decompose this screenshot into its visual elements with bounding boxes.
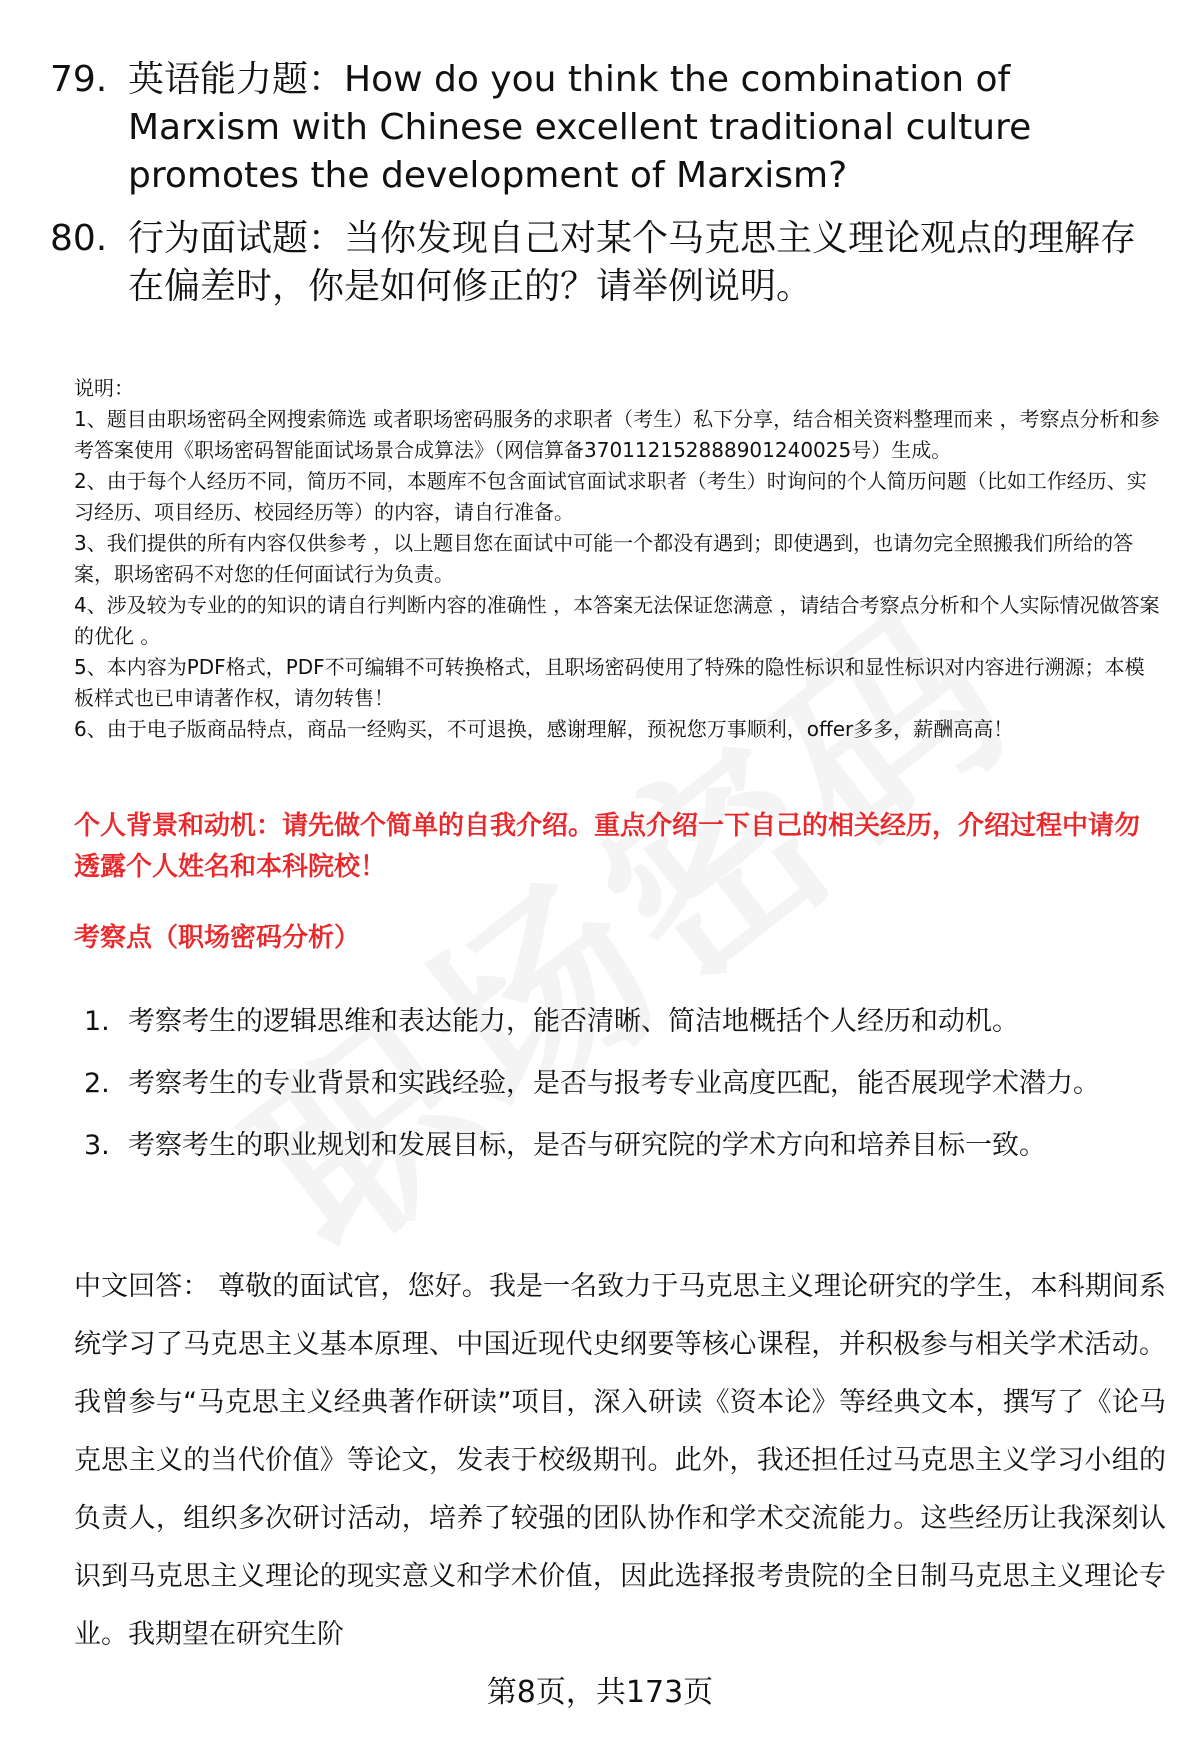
list-item-number: 2. xyxy=(84,1068,110,1099)
analysis-points-list xyxy=(84,993,1164,1179)
question-text: 英语能力题：How do you think the combination of Marxism with Chinese excellent traditional culture promotes the development of Marxism? xyxy=(128,59,1032,196)
note-item: 3、我们提供的所有内容仅供参考 ，以上题目您在面试中可能一个都没有遇到；即使遇到，也请勿完全照搬我们所给的答案，职场密码不对您的任何面试行为负责。 xyxy=(74,531,1134,586)
note-item: 5、本内容为PDF格式，PDF不可编辑不可转换格式，且职场密码使用了特殊的隐性标识和显性标识对内容进行溯源；本模板样式也已申请著作权，请勿转售！ xyxy=(74,655,1145,710)
note-item: 1、题目由职场密码全网搜索筛选 或者职场密码服务的求职者（考生）私下分享，结合相关资料整理而来 ，考察点分析和参考答案使用《职场密码智能面试场景合成算法》（网信算备370112152888901240025号）生成。 xyxy=(74,407,1160,462)
question-79 xyxy=(50,56,1160,200)
list-item-number: 1. xyxy=(84,1006,110,1037)
list-item-number: 3. xyxy=(84,1130,110,1161)
list-item xyxy=(84,1117,1164,1175)
note-item: 4、涉及较为专业的的知识的请自行判断内容的准确性 ，本答案无法保证您满意 ，请结合考察点分析和个人实际情况做答案的优化 。 xyxy=(74,593,1160,648)
page-number: 第8页，共173页 xyxy=(486,1675,714,1710)
notes-heading: 说明： xyxy=(74,376,134,400)
section-title: 个人背景和动机：请先做个简单的自我介绍。重点介绍一下自己的相关经历，介绍过程中请勿透露个人姓名和本科院校！ xyxy=(74,811,1141,882)
analysis-title: 考察点（职场密码分析） xyxy=(74,923,361,953)
list-item-text: 考察考生的专业背景和实践经验，是否与报考专业高度匹配，能否展现学术潜力。 xyxy=(128,1068,1100,1099)
answer-paragraph: 中文回答： 尊敬的面试官，您好。我是一名致力于马克思主义理论研究的学生，本科期间系统学习了马克思主义基本原理、中国近现代史纲要等核心课程，并积极参与相关学术活动。我曾参与“马克思主义经典著作研读”项目，深入研读《资本论》等经典文本，撰写了《论马克思主义的当代价值》等论文，发表于校级期刊。此外，我还担任过马克思主义学习小组的负责人，组织多次研讨活动，培养了较强的团队协作和学术交流能力。这些经历让我深刻认识到马克思主义理论的现实意义和学术价值，因此选择报考贵院的全日制马克思主义理论专业。我期望在研究生阶 xyxy=(74,1271,1166,1650)
list-item xyxy=(84,1055,1164,1113)
list-item xyxy=(84,993,1164,1051)
question-number: 80. xyxy=(50,218,108,259)
question-text: 行为面试题：当你发现自己对某个马克思主义理论观点的理解存在偏差时，你是如何修正的？请举例说明。 xyxy=(128,218,1137,307)
note-item: 2、由于每个人经历不同，简历不同，本题库不包含面试官面试求职者（考生）时询问的个人简历问题（比如工作经历、实习经历、项目经历、校园经历等）的内容，请自行准备。 xyxy=(74,469,1147,524)
note-item: 6、由于电子版商品特点，商品一经购买，不可退换，感谢理解，预祝您万事顺利，offer多多，薪酬高高！ xyxy=(74,717,1014,741)
list-item-text: 考察考生的职业规划和发展目标，是否与研究院的学术方向和培养目标一致。 xyxy=(128,1130,1046,1161)
question-80 xyxy=(50,215,1160,311)
notes-section xyxy=(74,373,1164,745)
question-number: 79. xyxy=(50,59,108,100)
list-item-text: 考察考生的逻辑思维和表达能力，能否清晰、简洁地概括个人经历和动机。 xyxy=(128,1006,1019,1037)
